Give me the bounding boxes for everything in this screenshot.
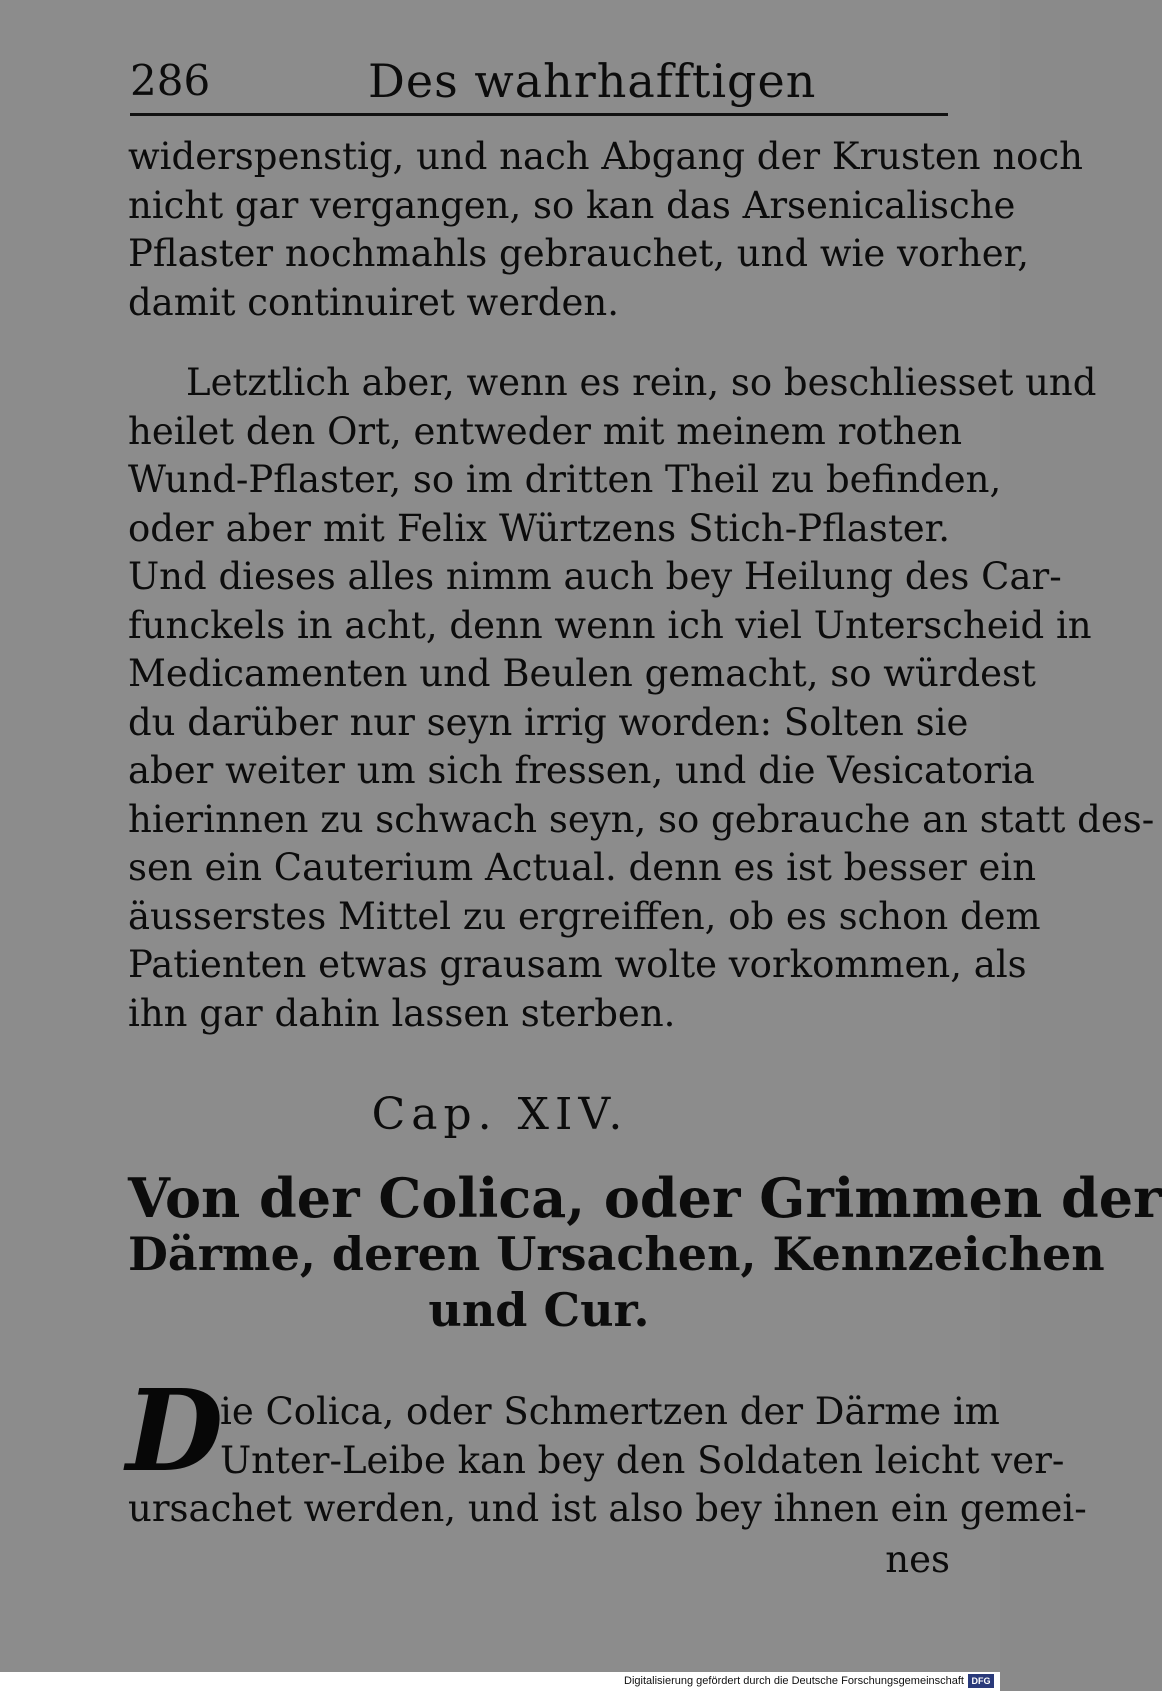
chapter-title-line: Von der Colica, oder Grimmen der (128, 1166, 1162, 1230)
paragraph-colica (128, 1388, 1087, 1534)
page-number: 286 (130, 56, 211, 105)
catchword: nes (885, 1538, 950, 1581)
text-line: widerspenstig, und nach Abgang der Krusten noch (128, 135, 1083, 178)
text-line: Und dieses alles nimm auch bey Heilung des Car- (128, 555, 1062, 598)
running-head: Des wahrhafftigen (368, 54, 817, 108)
text-line: du darüber nur seyn irrig worden: Solten sie (128, 700, 969, 744)
text-line: oder aber mit Felix Würtzens Stich-Pflaster. (128, 506, 950, 550)
text-line: sen ein Cauterium Actual. denn es ist besser ein (128, 846, 1037, 889)
text-line: nicht gar vergangen, so kan das Arsenicalische (128, 183, 1016, 227)
text-line: Pflaster nochmahls gebrauchet, und wie vorher, (128, 232, 1029, 275)
text-line: Unter-Leibe kan bey den Soldaten leicht ver- (220, 1438, 1065, 1482)
text-line: ihn gar dahin lassen sterben. (128, 991, 676, 1035)
page-header (128, 50, 950, 112)
footer-credit: Digitalisierung gefördert durch die Deutsche Forschungsgemeinschaft (624, 1675, 964, 1687)
chapter-title (128, 1166, 1162, 1338)
paragraph-continuation (128, 133, 1083, 327)
paragraph-treatment (128, 359, 1155, 1038)
drop-cap: D (126, 1366, 224, 1497)
text-line: ursachet werden, und ist also bey ihnen ein gemei- (128, 1487, 1087, 1530)
text-line: äusserstes Mittel zu ergreiffen, ob es schon dem (128, 894, 1041, 938)
text-line: Wund-Pflaster, so im dritten Theil zu befinden, (128, 458, 1002, 501)
text-line: heilet den Ort, entweder mit meinem rothen (128, 409, 963, 453)
chapter-title-line: Därme, deren Ursachen, Kennzeichen (128, 1227, 1105, 1281)
text-line: Medicamenten und Beulen gemacht, so würdest (128, 652, 1036, 695)
text-line: Letztlich aber, wenn es rein, so beschliesset und (186, 361, 1097, 404)
text-line: hierinnen zu schwach seyn, so gebrauche an statt des- (128, 797, 1155, 841)
chapter-label: Cap. XIV. (371, 1089, 629, 1140)
text-line: funckels in acht, denn wenn ich viel Unterscheid in (128, 603, 1092, 647)
dfg-logo: DFG (968, 1674, 994, 1688)
text-line: damit continuiret werden. (128, 280, 619, 324)
chapter-title-line: und Cur. (428, 1283, 650, 1337)
text-line: aber weiter um sich fressen, und die Vesicatoria (128, 749, 1035, 792)
text-line: ie Colica, oder Schmertzen der Därme im (220, 1390, 1000, 1433)
header-rule (130, 113, 948, 116)
text-line: Patienten etwas grausam wolte vorkommen, als (128, 943, 1027, 986)
